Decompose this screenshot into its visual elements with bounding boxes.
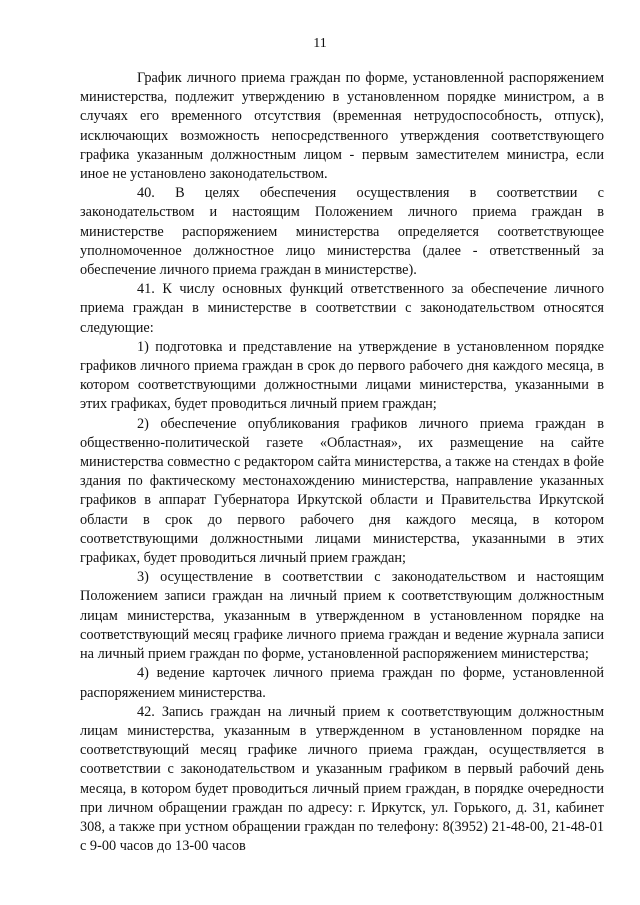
page-number: 11 bbox=[313, 36, 327, 51]
paragraph-40: 40. В целях обеспечения осуществления в соответствии с законодательством и настоящим Положением личного приема граждан в министерстве распоряжением министерства определяется соответствующее уполномоченное должностное лицо министерства (далее - ответственный за обеспечение личного приема граждан в министерстве). bbox=[80, 185, 604, 279]
paragraph-42: 42. Запись граждан на личный прием к соответствующим должностным лицам министерства, указанным в утвержденном в установленном порядке на соответствующий месяц графике личного приема граждан, осуществляется в соответствии с законодательством и указанным графиком в первый рабочий день месяца, в котором будет проводиться личный прием граждан, в порядке очередности при личном обращении граждан по адресу: г. Иркутск, ул. Горького, д. 31, кабинет 308, а также при устном обращении граждан по телефону: 8(3952) 21-48-00, 21-48-01 с 9-00 часов до 13-00 часов bbox=[80, 703, 604, 855]
paragraph-schedule-approval: График личного приема граждан по форме, установленной распоряжением министерства, подлежит утверждению в установленном порядке министром, а в случаях его временного отсутствия (временная нетрудоспособность, отпуск), исключающих возможность непосредственного утверждения соответствующего графика указанным должностным лицом - первым заместителем министра, если иное не установлено законодательством. bbox=[80, 70, 604, 183]
paragraph-41-item-3: 3) осуществление в соответствии с законодательством и настоящим Положением записи граждан на личный прием к соответствующим должностным лицам министерства, указанным в утвержденном в установленном порядке на соответствующий месяц графике личного приема граждан и ведение журнала записи на личный прием граждан по форме, установленной распоряжением министерства; bbox=[80, 569, 604, 663]
paragraph-41: 41. К числу основных функций ответственного за обеспечение личного приема граждан в министерстве в соответствии с законодательством относятся следующие: bbox=[80, 281, 604, 336]
paragraph-41-item-1: 1) подготовка и представление на утверждение в установленном порядке графиков личного приема граждан в срок до первого рабочего дня каждого месяца, в котором соответствующими должностными лицами министерства, указанными в этих графиках, будет проводиться личный прием граждан; bbox=[80, 338, 604, 413]
paragraph-41-item-2: 2) обеспечение опубликования графиков личного приема граждан в общественно-политической газете «Областная», их размещение на сайте министерства совместно с редактором сайта министерства, а также на стендах в фойе здания по фактическому местонахождению министерства, направление указанных графиков в аппарат Губернатора Иркутской области и Правительства Иркутской области в срок до первого рабочего дня каждого месяца, в котором соответствующими должностными лицами министерства, указанными в этих графиках, будет проводиться личный прием граждан; bbox=[80, 415, 604, 567]
paragraph-41-item-4: 4) ведение карточек личного приема граждан по форме, установленной распоряжением министерства. bbox=[80, 665, 604, 701]
document-body bbox=[80, 69, 604, 856]
